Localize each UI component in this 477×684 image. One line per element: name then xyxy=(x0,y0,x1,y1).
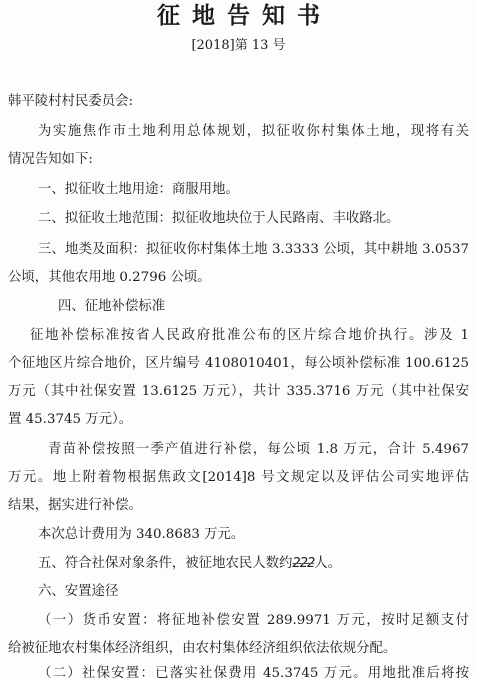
total-cost: 本次总计费用为 340.8683 万元。 xyxy=(38,527,245,542)
intro-line-1: 为实施焦作市土地利用总体规划，拟征收你村集体土地，现将有关 xyxy=(38,124,469,139)
item-5-text: 五、符合社保对象条件，被征地农民人数约 xyxy=(38,556,293,571)
item-6-heading: 六、安置途径 xyxy=(38,584,119,599)
item-3-line-1: 三、地类及面积：拟征收你村集体土地 3.3333 公顷，其中耕地 3.0537 xyxy=(38,242,469,257)
salutation: 韩平陵村村民委员会: xyxy=(8,94,134,109)
document-number: [2018]第 13 号 xyxy=(191,38,286,53)
compensation-line-4: 置 45.3745 万元）。 xyxy=(8,412,133,427)
crop-compensation-line-3: 结果，据实进行补偿。 xyxy=(8,498,142,513)
item-5 xyxy=(38,554,469,574)
compensation-line-1: 征地补偿标准按省人民政府批准公布的区片综合地价执行。涉及 1 xyxy=(30,328,469,343)
item-4-heading: 四、征地补偿标准 xyxy=(58,299,166,314)
document-title: 征地告知书 xyxy=(157,2,332,29)
crop-compensation-line-1: 青苗补偿按照一季产值进行补偿，每公顷 1.8 万元，合计 5.4967 xyxy=(48,442,469,457)
crop-compensation-line-2: 万元。地上附着物根据焦政文[2014]8 号文规定以及评估公司实地评估 xyxy=(8,470,469,485)
handwritten-number: 222 xyxy=(292,556,315,571)
monetary-settlement-line-1: （一）货币安置：将征地补偿安置 289.9971 万元，按时足额支付 xyxy=(38,613,469,628)
item-2: 二、拟征收土地范围：拟征收地块位于人民路南、丰收路北。 xyxy=(38,211,400,226)
item-3-line-2: 公顷，其他农用地 0.2796 公顷。 xyxy=(8,270,211,285)
item-5-suffix: 人。 xyxy=(314,556,342,571)
compensation-line-3: 万元（其中社保安置 13.6125 万元），共计 335.3716 万元（其中社保安 xyxy=(8,384,469,399)
monetary-settlement-line-2: 给被征地农村集体经济组织，由农村集体经济组织依法依规分配。 xyxy=(8,641,397,656)
social-security-line-1: （二）社保安置：已落实社保费用 45.3745 万元。用地批准后将按 xyxy=(38,666,469,681)
item-1: 一、拟征收土地用途：商服用地。 xyxy=(38,182,239,197)
compensation-line-2: 个征地区片综合地价，区片编号 4108010401，每公顷补偿标准 100.6125 xyxy=(8,356,469,371)
intro-line-2: 情况告知如下: xyxy=(8,152,93,167)
